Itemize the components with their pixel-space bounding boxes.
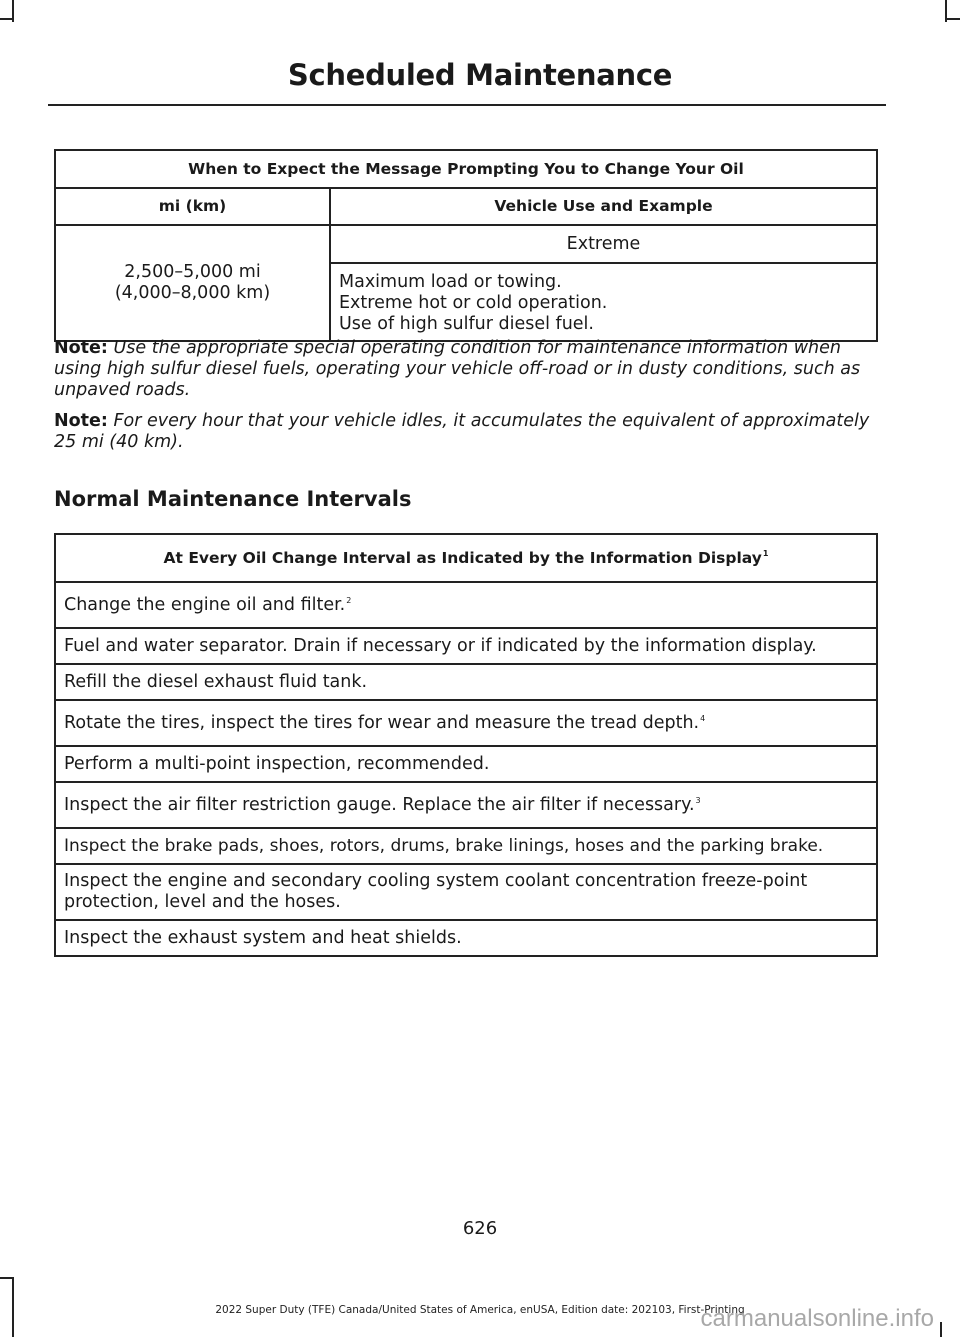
condition-item: Maximum load or towing. <box>339 271 562 292</box>
note <box>54 411 880 453</box>
section-heading: Normal Maintenance Intervals <box>54 487 412 511</box>
row-text: Inspect the engine and secondary cooling system coolant concentration freeze-point protection, level and the hoses. <box>64 871 808 912</box>
condition-item: Extreme hot or cold operation. <box>339 292 608 313</box>
row-text: Rotate the tires, inspect the tires for wear and measure the tread depth. <box>64 712 700 733</box>
table-row <box>55 746 877 782</box>
mileage-range-mi: 2,500–5,000 mi <box>124 262 261 282</box>
table-row <box>55 828 877 864</box>
notes-block <box>54 338 880 463</box>
title-divider <box>48 104 886 106</box>
crop-mark <box>940 1322 942 1337</box>
table-row <box>55 664 877 700</box>
footnote-marker: 4 <box>700 713 706 723</box>
column-header-vehicle-use: Vehicle Use and Example <box>330 188 877 225</box>
row-text: Perform a multi-point inspection, recommended. <box>64 753 490 774</box>
footnote-marker: 1 <box>762 549 769 559</box>
table-row <box>55 582 877 628</box>
note <box>54 338 880 401</box>
vehicle-use-category: Extreme <box>330 225 877 263</box>
footnote-marker: 3 <box>695 795 701 805</box>
footer-edition-info: 2022 Super Duty (TFE) Canada/United States of America, enUSA, Edition date: 202103, First-Printing <box>215 1304 745 1316</box>
table-row <box>55 920 877 956</box>
mileage-range-km: (4,000–8,000 km) <box>114 283 271 303</box>
row-text: Inspect the air filter restriction gauge. Replace the air filter if necessary. <box>64 794 695 815</box>
note-text: Use the appropriate special operating condition for maintenance information when using high sulfur diesel fuels, operating your vehicle off-road or in dusty conditions, such as unpaved roads. <box>54 338 861 400</box>
row-text: Fuel and water separator. Drain if necessary or if indicated by the information display. <box>64 635 817 656</box>
table-row <box>55 864 877 920</box>
mileage-range-cell <box>55 225 330 341</box>
row-text: Inspect the brake pads, shoes, rotors, drums, brake linings, hoses and the parking brake. <box>64 835 824 856</box>
column-header-mileage: mi (km) <box>55 188 330 225</box>
crop-mark <box>0 1277 14 1279</box>
maintenance-interval-table <box>54 533 878 957</box>
table-caption: When to Expect the Message Prompting You to Change Your Oil <box>55 150 877 188</box>
table-row <box>55 700 877 746</box>
note-label: Note: <box>54 411 108 431</box>
note-label: Note: <box>54 338 108 358</box>
vehicle-use-examples <box>330 263 877 341</box>
oil-change-message-table <box>54 149 878 342</box>
interval-table-header <box>55 534 877 582</box>
crop-mark <box>0 18 14 20</box>
row-text: Change the engine oil and filter. <box>64 594 346 615</box>
table-row <box>55 782 877 828</box>
watermark: carmanualsonline.info <box>700 1305 934 1332</box>
condition-item: Use of high sulfur diesel fuel. <box>339 313 594 334</box>
table-row <box>55 628 877 664</box>
header-text: At Every Oil Change Interval as Indicated by the Information Display <box>163 548 762 567</box>
page-number: 626 <box>462 1218 498 1239</box>
page-title: Scheduled Maintenance <box>287 58 673 92</box>
note-text: For every hour that your vehicle idles, it accumulates the equivalent of approximately 25 mi (40 km). <box>54 411 870 452</box>
row-text: Inspect the exhaust system and heat shields. <box>64 927 462 948</box>
row-text: Refill the diesel exhaust fluid tank. <box>64 671 368 692</box>
footnote-marker: 2 <box>346 595 352 605</box>
crop-mark <box>946 18 960 20</box>
